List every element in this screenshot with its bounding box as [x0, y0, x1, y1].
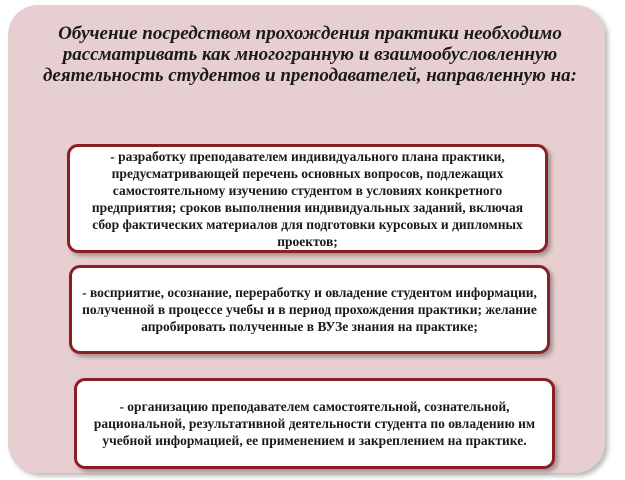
item-text-perception: - восприятие, осознание, переработку и овладение студентом информации, полученной в процессе учебы и в период прохождения практики; желание апробировать полученные в ВУЗе знания на практике;: [82, 285, 537, 334]
item-box-development: [67, 144, 548, 253]
diagram-heading: Обучение посредством прохождения практики необходимо рассматривать как многогранную и взаимообусловленную деятельность студентов и преподавателей, направленную на:: [42, 23, 578, 86]
item-text-organization: - организацию преподавателем самостоятельной, сознательной, рациональной, результативной деятельности студента по овладению им учебной информацией, ее применением и закреплением на практике.: [93, 399, 536, 448]
item-box-perception: [69, 265, 550, 354]
item-text-development: - разработку преподавателем индивидуального плана практики, предусматривающей перечень основных вопросов, подлежащих самостоятельному изучению студентом в условиях конкретного предприятия; сроков выполнения индивидуальных заданий, включая сбор фактических материалов для подготовки курсовых и дипломных проектов;: [91, 148, 524, 249]
item-box-organization: [74, 378, 555, 469]
